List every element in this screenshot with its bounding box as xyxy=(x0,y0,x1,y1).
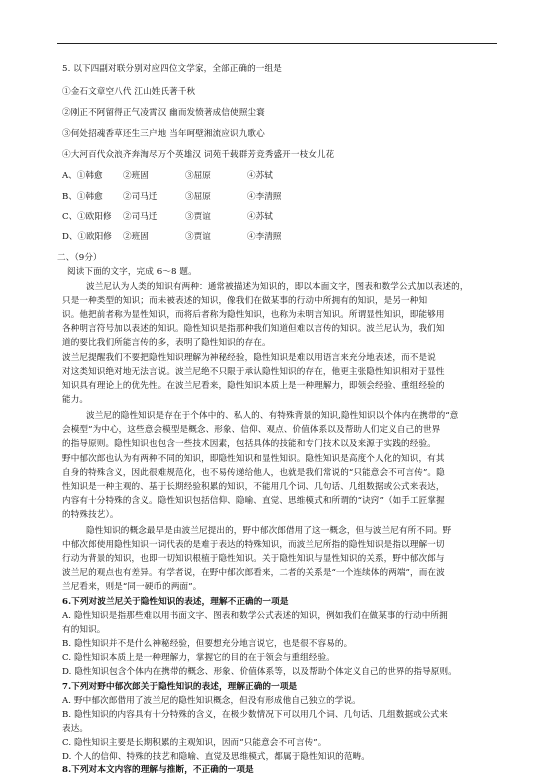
passage-line: 内容有十分特殊的含义。隐性知识包括信仰、隐喻、直觉、思维模式和所谓的“诀窍”（如手工匠掌握 xyxy=(62,496,445,506)
option-item: ③屈原 xyxy=(185,171,211,181)
section-heading: 二、（9分） xyxy=(57,253,102,263)
q5-couplet-1: ①金石文章空八代 江山姓氏著千秋 xyxy=(62,87,196,97)
option-item: ④李清照 xyxy=(247,192,282,202)
q6-option-c: C. 隐性知识本质上是一种理解力，掌握它的目的在于领会与重组经验。 xyxy=(62,653,335,663)
option-item: ④李清照 xyxy=(247,232,282,242)
passage-line: 识。他把前者称为显性知识，而将后者称为隐性知识，也称为未明言知识。所谓显性知识，即能够用 xyxy=(62,310,445,320)
passage-line: 性知识是一种主观的、基于长期经验积累的知识，不能用几个词、几句话、几组数据或公式来表达， xyxy=(62,482,445,492)
q6-option-a-cont: 有的知识。 xyxy=(62,625,106,635)
passage-line: 野中郁次郎也认为有两种不同的知识，即隐性知识和显性知识。隐性知识是高度个人化的知识，有其 xyxy=(62,454,445,464)
q6-option-b: B. 隐性知识并不是什么神秘经验，但要想充分地言说它，也是很不容易的。 xyxy=(62,639,353,649)
q5-couplet-2: ②刚正不阿留得正气凌霄汉 幽而发愤著成信使照尘寰 xyxy=(62,108,265,118)
passage-line: 会模型”为中心，这些意会模型是概念、形象、信仰、观点、价值体系以及帮助人们定义自己的世界 xyxy=(62,425,441,435)
option-item: ③屈原 xyxy=(185,192,211,202)
passage-line: 行动为背景的知识，也即一切知识根植于隐性知识。关于隐性知识与显性知识的关系，野中郁次郎与 xyxy=(62,554,445,564)
passage-line: 道的要比我们所能言传的多，表明了隐性知识的存在。 xyxy=(62,338,271,348)
passage-line: 自身的特殊含义，因此很难规范化，也不易传递给他人，也就是我们常说的“只能意会不可言传”。隐 xyxy=(62,468,445,478)
passage-line: 兰尼看来，则是“同一硬币的两面”。 xyxy=(62,582,202,592)
q5-couplet-3: ③何处招魂香草还生三户地 当年呵壁湘流应识九歌心 xyxy=(62,129,265,139)
q5-couplet-4: ④大河百代众浪齐奔淘尽万个英雄汉 词苑千载群芳竞秀盛开一枝女儿花 xyxy=(62,150,335,160)
option-item: ④苏轼 xyxy=(247,212,273,222)
q8-stem: 8.下列对本文内容的理解与推断，不正确的一项是 xyxy=(62,765,254,775)
q6-option-a: A. 隐性知识是指那些难以用书面文字、图表和数学公式表述的知识，例如我们在做某事的行动中所拥 xyxy=(62,611,448,621)
q7-option-d: D. 个人的信仰、特殊的技艺和隐喻、直觉及思维模式，都属于隐性知识的范畴。 xyxy=(62,752,370,762)
header-rule xyxy=(57,43,497,44)
passage-line: 只是一种类型的知识；而未被表述的知识，像我们在做某事的行动中所拥有的知识，是另一种知 xyxy=(62,296,428,306)
passage-line: 知识具有理论上的优先性。在波兰尼看来，隐性知识本质上是一种理解力，即领会经验、重组经验的 xyxy=(62,381,445,391)
q6-option-d: D. 隐性知识包含个体内在携带的概念、形象、价值体系等，以及帮助个体定义自己的世界的指导原则。 xyxy=(62,667,457,677)
option-label: B、①韩愈 xyxy=(62,192,103,202)
q7-option-a: A. 野中郁次郎借用了波兰尼的隐性知识概念，但没有形成他自己独立的学说。 xyxy=(62,696,361,706)
passage-line: 对这类知识绝对地无法言说。波兰尼绝不只限于承认隐性知识的存在，他更主张隐性知识相对于显性 xyxy=(62,367,445,377)
option-item: ②班固 xyxy=(123,232,149,242)
option-item: ②班固 xyxy=(123,171,149,181)
passage-line: 波兰尼的隐性知识是存在于个体中的、私人的、有特殊背景的知识,隐性知识以个体内在携带的“意 xyxy=(86,411,459,421)
option-item: ②司马迁 xyxy=(123,192,158,202)
option-item: ③贾谊 xyxy=(185,232,211,242)
passage-line: 波兰尼的观点也有差异。有学者说，在野中郁次郎看来，二者的关系是“一个连续体的两端”，而在波 xyxy=(62,568,445,578)
option-label: A、①韩愈 xyxy=(62,171,103,181)
option-item: ②司马迁 xyxy=(123,212,158,222)
passage-line: 中郁次郎使用隐性知识一词代表的是难于表达的特殊知识，而波兰尼所指的隐性知识是指以理解一切 xyxy=(62,540,445,550)
q7-stem: 7.下列对野中郁次郎关于隐性知识的表述，理解正确的一项是 xyxy=(62,682,298,692)
passage-line: 的特殊技艺）。 xyxy=(62,510,119,520)
option-item: ③贾谊 xyxy=(185,212,211,222)
passage-line: 能力。 xyxy=(62,395,89,405)
option-label: C、①欧阳修 xyxy=(62,212,112,222)
passage-line: 的指导原则。隐性知识也包含一些技术因素，包括具体的技能和专门技术以及来源于实践的经验。 xyxy=(62,439,436,449)
option-label: D、①欧阳修 xyxy=(62,232,112,242)
reading-instruction: 阅读下面的文字，完成 6～8 题。 xyxy=(67,267,197,277)
passage-line: 波兰尼认为人类的知识有两种：通常被描述为知识的，即以本面文字，图表和数学公式加以表述的， xyxy=(86,282,469,292)
q5-stem: 5. 以下四副对联分别对应四位文学家，全部正确的一组是 xyxy=(62,64,282,74)
q6-stem: 6.下列对波兰尼关于隐性知识的表述，理解不正确的一项是 xyxy=(62,597,289,607)
q7-option-b-cont: 表达。 xyxy=(62,724,89,734)
passage-line: 各种明言符号加以表述的知识。隐性知识是指那种我们知道但难以言传的知识。波兰尼认为，我们知 xyxy=(62,324,445,334)
passage-line: 隐性知识的概念最早是由波兰尼提出的，野中郁次郎借用了这一概念，但与波兰尼有所不同。野 xyxy=(86,526,452,536)
passage-line: 波兰尼提醒我们不要把隐性知识理解为神秘经验，隐性知识是难以用语言来充分地表述，而不是说 xyxy=(62,353,436,363)
option-item: ④苏轼 xyxy=(247,171,273,181)
q7-option-b: B. 隐性知识的内容具有十分特殊的含义，在极少数情况下可以用几个词、几句话、几组数据或公式来 xyxy=(62,710,448,720)
q7-option-c: C. 隐性知识主要是长期积累的主观知识，因而”只能意会不可言传”。 xyxy=(62,738,327,748)
